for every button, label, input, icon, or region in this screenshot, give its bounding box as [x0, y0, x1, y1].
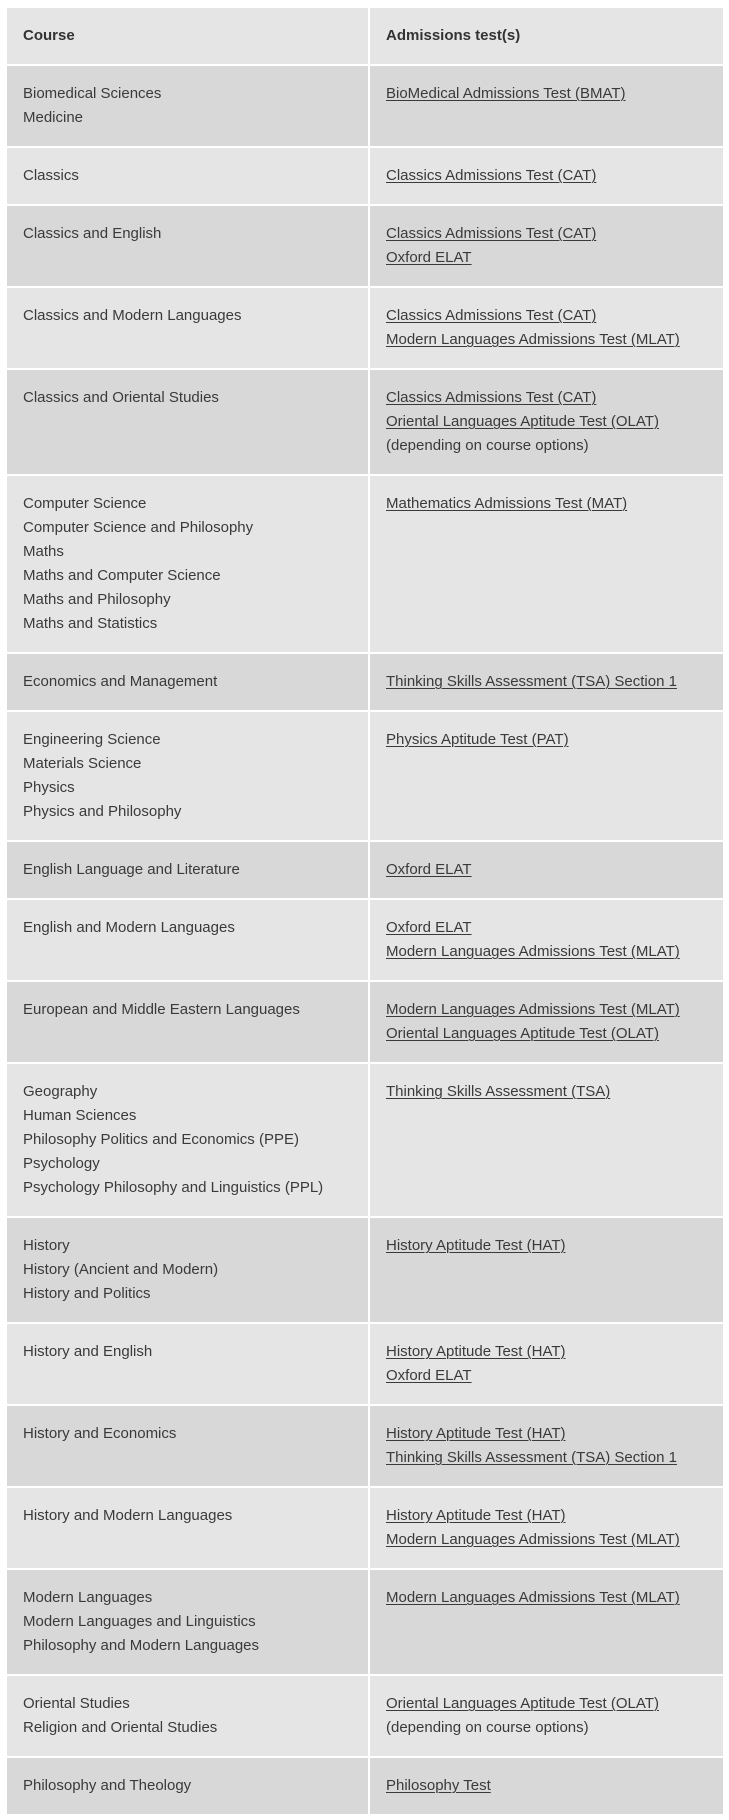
course-name: History and Modern Languages [23, 1507, 233, 1524]
course-name: Maths [23, 543, 64, 560]
admissions-test-cell [370, 476, 723, 654]
table-row [7, 900, 723, 982]
course-cell [7, 206, 370, 288]
course-name: Classics and English [23, 225, 162, 242]
admissions-test-line [386, 1504, 707, 1528]
admissions-test-line [386, 222, 707, 246]
admissions-test-cell [370, 288, 723, 370]
admissions-test-line [386, 246, 707, 270]
course-name: Geography [23, 1083, 98, 1100]
table-row [7, 148, 723, 206]
table-header [7, 8, 723, 66]
admissions-test-cell [370, 1324, 723, 1406]
admissions-test-line [386, 1340, 707, 1364]
admissions-test-link[interactable]: History Aptitude Test (HAT) [386, 1237, 566, 1254]
admissions-test-line [386, 728, 707, 752]
course-name: Medicine [23, 109, 84, 126]
course-name: History and Economics [23, 1425, 177, 1442]
admissions-test-cell [370, 842, 723, 900]
course-name: Computer Science and Philosophy [23, 519, 254, 536]
table-row [7, 370, 723, 476]
course-cell [7, 1406, 370, 1488]
course-name: Philosophy and Theology [23, 1777, 192, 1794]
course-name: History and English [23, 1343, 153, 1360]
course-cell [7, 1488, 370, 1570]
admissions-test-line [386, 1774, 707, 1798]
admissions-test-link[interactable]: Classics Admissions Test (CAT) [386, 389, 597, 406]
course-name: Physics [23, 779, 75, 796]
admissions-test-cell [370, 1406, 723, 1488]
course-name: Economics and Management [23, 673, 218, 690]
course-name: History (Ancient and Modern) [23, 1261, 219, 1278]
table-row [7, 66, 723, 148]
admissions-test-link[interactable]: Modern Languages Admissions Test (MLAT) [386, 1001, 680, 1018]
admissions-test-line [386, 434, 707, 458]
admissions-test-link[interactable]: History Aptitude Test (HAT) [386, 1507, 566, 1524]
header-row [7, 8, 723, 66]
admissions-test-line [386, 492, 707, 516]
table-row [7, 842, 723, 900]
course-name: Modern Languages [23, 1589, 153, 1606]
admissions-test-link[interactable]: Oxford ELAT [386, 919, 472, 936]
course-cell [7, 66, 370, 148]
table-row [7, 1570, 723, 1676]
admissions-test-cell [370, 1064, 723, 1218]
table-row [7, 1218, 723, 1324]
table-row [7, 1488, 723, 1570]
admissions-test-line [386, 1716, 707, 1740]
course-name: Psychology Philosophy and Linguistics (PPL) [23, 1179, 324, 1196]
admissions-test-link[interactable]: Modern Languages Admissions Test (MLAT) [386, 331, 680, 348]
course-name: Religion and Oriental Studies [23, 1719, 218, 1736]
admissions-test-line [386, 858, 707, 882]
admissions-test-line [386, 1446, 707, 1470]
admissions-test-note: (depending on course options) [386, 437, 589, 454]
admissions-test-cell [370, 1488, 723, 1570]
admissions-test-cell [370, 654, 723, 712]
course-name: Classics and Modern Languages [23, 307, 242, 324]
column-header-course: Course [7, 8, 370, 66]
admissions-test-link[interactable]: Thinking Skills Assessment (TSA) [386, 1083, 611, 1100]
admissions-test-cell [370, 1218, 723, 1324]
admissions-test-link[interactable]: Oriental Languages Aptitude Test (OLAT) [386, 413, 659, 430]
course-name: Modern Languages and Linguistics [23, 1613, 256, 1630]
course-name: Computer Science [23, 495, 147, 512]
admissions-test-link[interactable]: Oriental Languages Aptitude Test (OLAT) [386, 1025, 659, 1042]
course-cell [7, 370, 370, 476]
course-name: Maths and Philosophy [23, 591, 171, 608]
admissions-test-link[interactable]: Mathematics Admissions Test (MAT) [386, 495, 628, 512]
course-cell [7, 1064, 370, 1218]
admissions-test-line [386, 304, 707, 328]
table-row [7, 1406, 723, 1488]
admissions-test-cell [370, 370, 723, 476]
course-cell [7, 654, 370, 712]
course-name: Engineering Science [23, 731, 161, 748]
admissions-test-line [386, 1692, 707, 1716]
course-name: Maths and Statistics [23, 615, 158, 632]
course-cell [7, 1570, 370, 1676]
admissions-test-line [386, 670, 707, 694]
table-row [7, 1676, 723, 1758]
table-row [7, 1324, 723, 1406]
admissions-test-link[interactable]: Oriental Languages Aptitude Test (OLAT) [386, 1695, 659, 1712]
course-name: Classics [23, 167, 79, 184]
admissions-test-link[interactable]: BioMedical Admissions Test (BMAT) [386, 85, 626, 102]
admissions-test-link[interactable]: Modern Languages Admissions Test (MLAT) [386, 1531, 680, 1548]
admissions-test-link[interactable]: Philosophy Test [386, 1777, 491, 1794]
course-name: Philosophy and Modern Languages [23, 1637, 260, 1654]
admissions-test-cell [370, 900, 723, 982]
course-name: History [23, 1237, 70, 1254]
table-row [7, 982, 723, 1064]
course-cell [7, 288, 370, 370]
course-name: Philosophy Politics and Economics (PPE) [23, 1131, 299, 1148]
table-row [7, 654, 723, 712]
admissions-test-line [386, 164, 707, 188]
course-name: Oriental Studies [23, 1695, 130, 1712]
admissions-test-cell [370, 1758, 723, 1816]
admissions-test-line [386, 940, 707, 964]
column-header-admissions-tests: Admissions test(s) [370, 8, 723, 66]
course-cell [7, 982, 370, 1064]
admissions-test-line [386, 1080, 707, 1104]
admissions-test-line [386, 410, 707, 434]
table-row [7, 712, 723, 842]
admissions-table-container [7, 8, 723, 1816]
course-name: Classics and Oriental Studies [23, 389, 219, 406]
admissions-tests-table [7, 8, 723, 1816]
admissions-test-link[interactable]: Classics Admissions Test (CAT) [386, 225, 597, 242]
course-cell [7, 476, 370, 654]
admissions-test-link[interactable]: Modern Languages Admissions Test (MLAT) [386, 1589, 680, 1606]
course-name: Maths and Computer Science [23, 567, 221, 584]
admissions-test-link[interactable]: Thinking Skills Assessment (TSA) Section 1 [386, 673, 677, 690]
admissions-test-link[interactable]: Classics Admissions Test (CAT) [386, 307, 597, 324]
admissions-test-link[interactable]: Thinking Skills Assessment (TSA) Section 1 [386, 1449, 677, 1466]
table-row [7, 206, 723, 288]
course-name: English Language and Literature [23, 861, 240, 878]
admissions-test-line [386, 1586, 707, 1610]
admissions-test-link[interactable]: Classics Admissions Test (CAT) [386, 167, 597, 184]
course-name: English and Modern Languages [23, 919, 235, 936]
table-row [7, 288, 723, 370]
admissions-test-link[interactable]: Modern Languages Admissions Test (MLAT) [386, 943, 680, 960]
course-name: Biomedical Sciences [23, 85, 162, 102]
admissions-test-line [386, 1364, 707, 1388]
table-body [7, 66, 723, 1816]
table-row [7, 1064, 723, 1218]
admissions-test-link[interactable]: Physics Aptitude Test (PAT) [386, 731, 569, 748]
admissions-test-cell [370, 1676, 723, 1758]
course-cell [7, 1758, 370, 1816]
course-name: Materials Science [23, 755, 142, 772]
admissions-test-link[interactable]: Oxford ELAT [386, 249, 472, 266]
admissions-test-link[interactable]: Oxford ELAT [386, 861, 472, 878]
admissions-test-cell [370, 712, 723, 842]
admissions-test-cell [370, 148, 723, 206]
admissions-test-line [386, 1022, 707, 1046]
admissions-test-note: (depending on course options) [386, 1719, 589, 1736]
admissions-test-cell [370, 1570, 723, 1676]
admissions-test-line [386, 916, 707, 940]
course-name: History and Politics [23, 1285, 151, 1302]
table-row [7, 1758, 723, 1816]
course-name: European and Middle Eastern Languages [23, 1001, 300, 1018]
admissions-test-line [386, 386, 707, 410]
course-cell [7, 1324, 370, 1406]
course-cell [7, 842, 370, 900]
course-name: Psychology [23, 1155, 100, 1172]
admissions-test-line [386, 328, 707, 352]
admissions-test-link[interactable]: Oxford ELAT [386, 1367, 472, 1384]
course-cell [7, 1218, 370, 1324]
admissions-test-link[interactable]: History Aptitude Test (HAT) [386, 1425, 566, 1442]
course-cell [7, 148, 370, 206]
course-name: Human Sciences [23, 1107, 137, 1124]
admissions-test-line [386, 1422, 707, 1446]
course-cell [7, 712, 370, 842]
admissions-test-line [386, 82, 707, 106]
admissions-test-cell [370, 66, 723, 148]
table-row [7, 476, 723, 654]
course-name: Physics and Philosophy [23, 803, 182, 820]
admissions-test-cell [370, 206, 723, 288]
admissions-test-line [386, 1234, 707, 1258]
admissions-test-cell [370, 982, 723, 1064]
course-cell [7, 900, 370, 982]
admissions-test-line [386, 998, 707, 1022]
admissions-test-line [386, 1528, 707, 1552]
admissions-test-link[interactable]: History Aptitude Test (HAT) [386, 1343, 566, 1360]
course-cell [7, 1676, 370, 1758]
